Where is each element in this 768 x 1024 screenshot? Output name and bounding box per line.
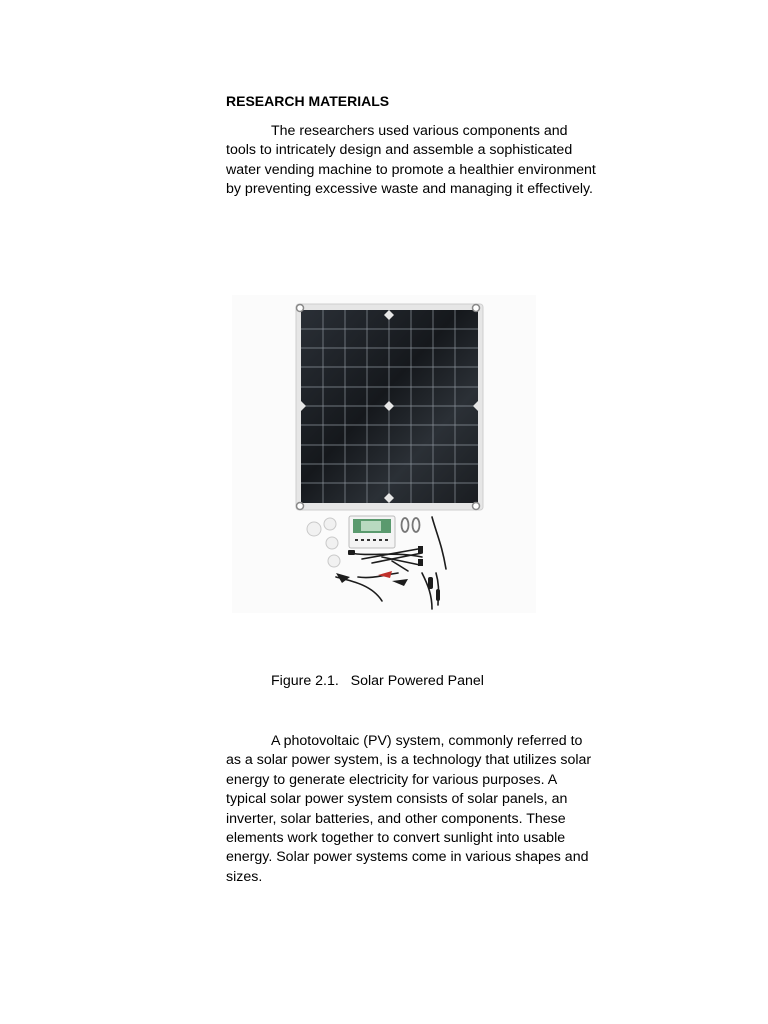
section-heading: RESEARCH MATERIALS [226,93,390,109]
solar-panel-figure [232,295,536,613]
caption-number: Figure 2.1. [271,673,339,689]
charge-controller [349,516,395,548]
caption-text: Solar Powered Panel [350,673,484,689]
intro-paragraph: The researchers used various components and tools to intricately design and assemble a sophisticated water vending machine to promote a healthier environment by preventing excessive waste and managing it effectively. [226,123,596,198]
pv-paragraph: A photovoltaic (PV) system, commonly referred to as a solar power system, is a technology that utilizes solar energy to generate electricity for various purposes. A typical solar power system consists of solar panels, an inverter, solar batteries, and other components. These elements work together to convert sunlight into usable energy. Solar power systems come in various shapes and sizes. [226,733,592,885]
solar-panel-image [232,295,536,613]
figure-caption [271,673,484,689]
